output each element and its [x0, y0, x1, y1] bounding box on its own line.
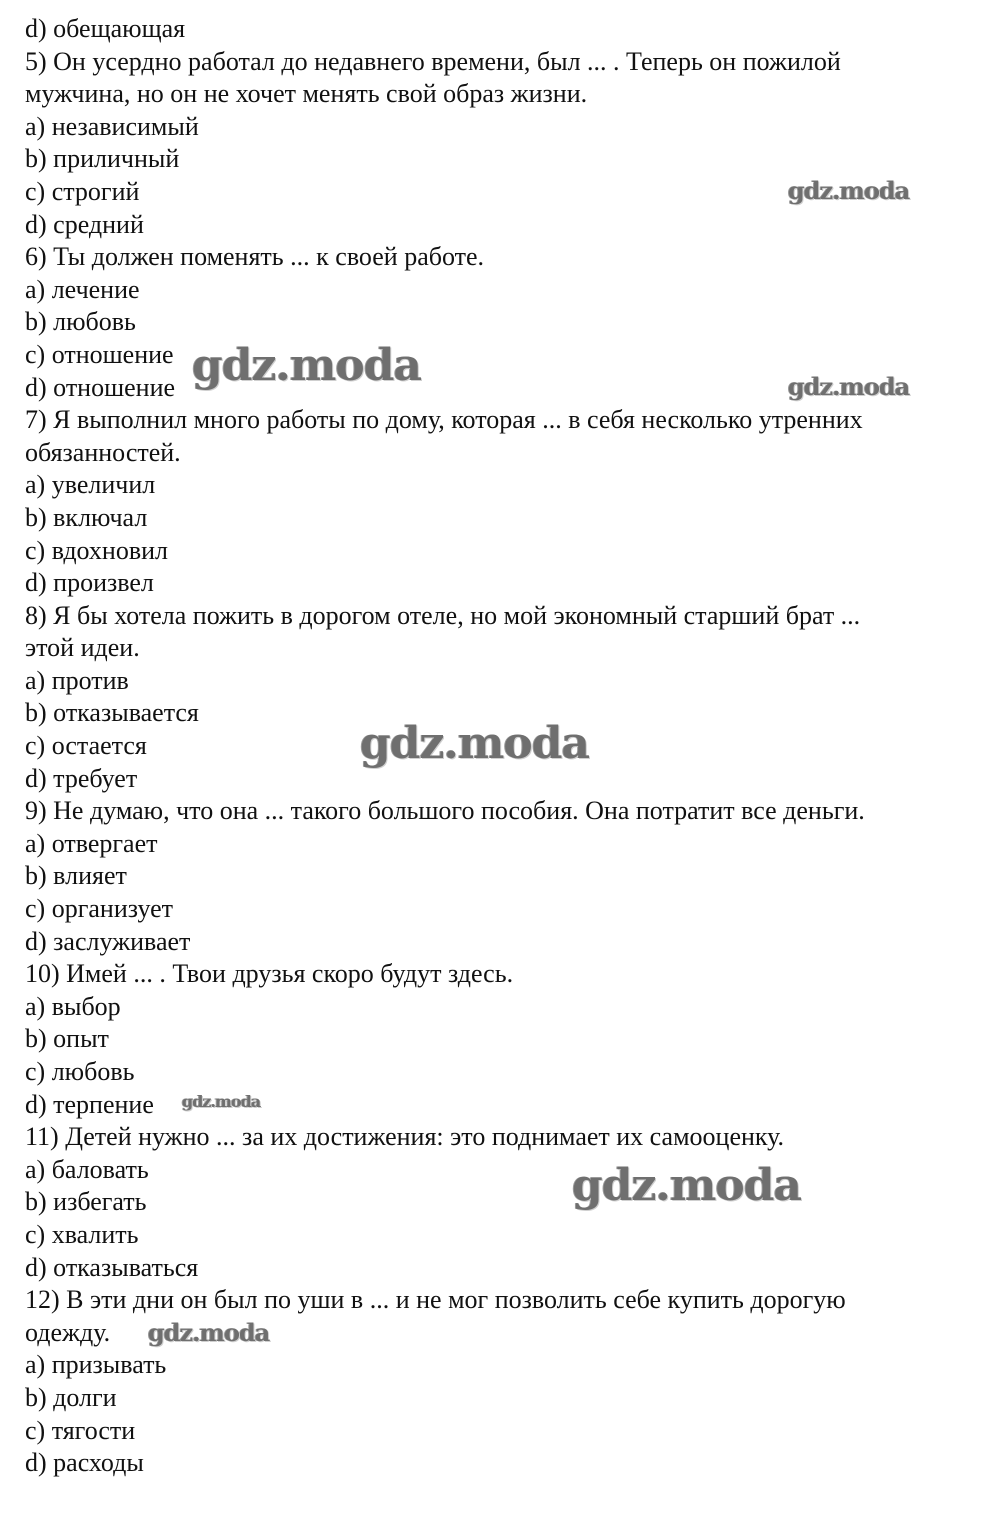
question-block: [25, 1284, 980, 1480]
option-line: a) увеличил: [25, 470, 156, 500]
option-line: a) лечение: [25, 274, 140, 304]
option-line: a) баловать: [25, 1154, 149, 1184]
option-line: c) любовь: [25, 1057, 135, 1086]
question-block: [25, 795, 980, 958]
option-line: b) влияет: [25, 861, 127, 891]
option-line: c) вдохновил: [25, 535, 168, 565]
question-text: 6) Ты должен поменять ... к своей работе.: [25, 242, 485, 272]
question-text: мужчина, но он не хочет менять свой образ жизни.: [25, 79, 588, 109]
question-block: [25, 1121, 980, 1284]
question-text: 8) Я бы хотела пожить в дорогом отеле, но мой экономный старший брат ...: [25, 600, 861, 630]
watermark-logo: gdz.moda: [182, 1092, 261, 1111]
option-line: d) произвел: [25, 568, 154, 598]
watermark-logo: gdz.moda: [572, 1160, 802, 1211]
option-line: c) строгий: [25, 176, 140, 206]
option-line: a) отвергает: [25, 828, 158, 858]
watermark-logo: gdz.moda: [148, 1318, 270, 1347]
watermark-logo: gdz.moda: [788, 372, 910, 401]
option-line: a) против: [25, 665, 129, 695]
watermark-logo: gdz.moda: [192, 340, 422, 391]
exercise-document: [25, 13, 980, 1480]
question-text: 7) Я выполнил много работы по дому, которая ... в себя несколько утренних: [25, 405, 863, 435]
question-text: 12) В эти дни он был по уши в ... и не мог позволить себе купить дорогую: [25, 1285, 846, 1315]
option-line: d) заслуживает: [25, 926, 191, 956]
option-line: a) независимый: [25, 111, 199, 141]
option-line: b) избегать: [25, 1187, 147, 1217]
question-text: одежду.: [25, 1317, 111, 1347]
watermark-logo: gdz.moda: [788, 176, 910, 205]
option-line: b) опыт: [25, 1024, 109, 1054]
option-line: b) отказывается: [25, 698, 199, 728]
question-block: [25, 241, 980, 404]
option-line: c) тягости: [25, 1415, 136, 1445]
option-line: b) включал: [25, 502, 148, 532]
question-block: [25, 46, 980, 242]
option-line: c) организует: [25, 894, 174, 924]
question-text: 10) Имей ... . Твои друзья скоро будут здесь.: [25, 959, 514, 989]
option-line: c) остается: [25, 731, 147, 761]
question-text: 5) Он усердно работал до недавнего времени, был ... . Теперь он пожилой: [25, 46, 841, 76]
option-line: c) хвалить: [25, 1219, 139, 1249]
question-block: [25, 600, 980, 796]
option-line: d) отказываться: [25, 1252, 199, 1282]
option-line: d) отношение: [25, 372, 176, 402]
question-text: 9) Не думаю, что она ... такого большого пособия. Она потратит все деньги.: [25, 796, 865, 826]
option-line: d) терпение: [25, 1089, 154, 1119]
option-line: a) призывать: [25, 1350, 167, 1380]
option-line: b) приличный: [25, 144, 180, 174]
question-block: [25, 958, 980, 1121]
option-line: d) обещающая: [25, 14, 186, 43]
question-text: этой идеи.: [25, 633, 140, 663]
question-text: 11) Детей нужно ... за их достижения: это поднимает их самооценку.: [25, 1122, 785, 1152]
option-line: a) выбор: [25, 991, 121, 1021]
option-line: b) любовь: [25, 307, 136, 337]
watermark-logo: gdz.moda: [360, 718, 590, 769]
option-line: b) долги: [25, 1382, 117, 1412]
question-text: обязанностей.: [25, 437, 181, 467]
option-line: d) средний: [25, 209, 144, 239]
option-line: d) расходы: [25, 1448, 144, 1478]
option-line: d) требует: [25, 763, 138, 793]
option-line: c) отношение: [25, 339, 174, 369]
question-block: [25, 404, 980, 600]
